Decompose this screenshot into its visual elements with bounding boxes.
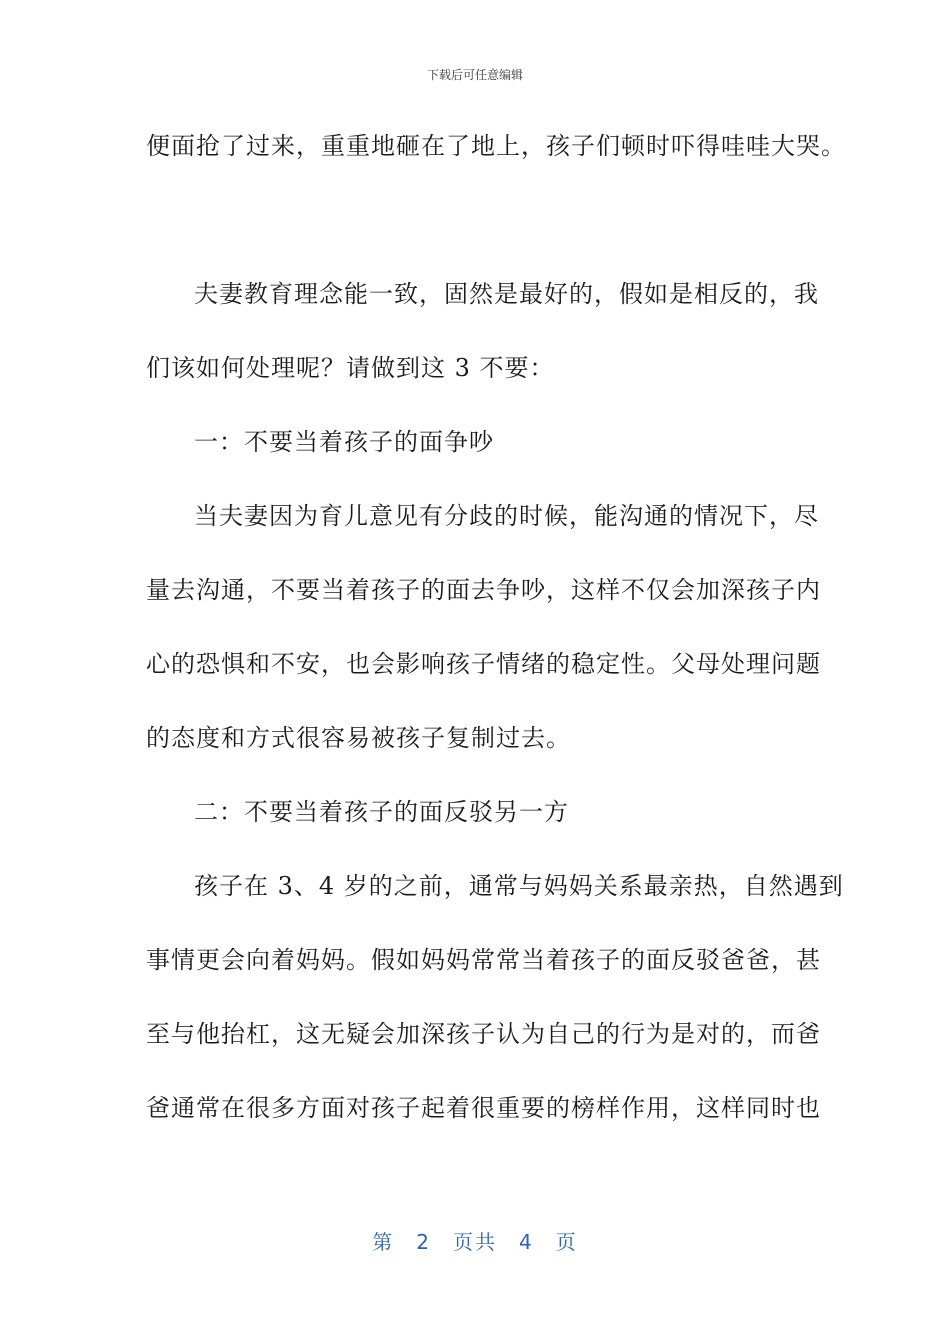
footer-suffix: 页 bbox=[555, 1230, 578, 1254]
section-heading: 一：不要当着孩子的面争吵 bbox=[194, 428, 494, 456]
text-line: 心的恐惧和不安，也会影响孩子情绪的稳定性。父母处理问题 bbox=[146, 650, 821, 678]
paragraph-gap bbox=[146, 198, 806, 272]
text-line: 至与他抬杠，这无疑会加深孩子认为自己的行为是对的，而爸 bbox=[146, 1020, 821, 1048]
text-line: 事情更会向着妈妈。假如妈妈常常当着孩子的面反驳爸爸，甚 bbox=[146, 946, 821, 974]
text-line: 便面抢了过来，重重地砸在了地上，孩子们顿时吓得哇哇大哭。 bbox=[146, 132, 846, 160]
text-line: 量去沟通，不要当着孩子的面去争吵，这样不仅会加深孩子内 bbox=[146, 576, 821, 604]
document-body bbox=[146, 124, 846, 1160]
section-heading: 二：不要当着孩子的面反驳另一方 bbox=[194, 798, 569, 826]
page-footer bbox=[0, 1226, 950, 1255]
page-header: 下载后可任意编辑 bbox=[426, 68, 523, 82]
text-line: 的态度和方式很容易被孩子复制过去。 bbox=[146, 724, 571, 752]
footer-prefix: 第 bbox=[372, 1230, 395, 1254]
footer-middle: 页共 bbox=[453, 1230, 497, 1254]
text-line: 夫妻教育理念能一致，固然是最好的，假如是相反的，我 bbox=[194, 280, 819, 308]
text-line: 当夫妻因为育儿意见有分歧的时候，能沟通的情况下，尽 bbox=[194, 502, 819, 530]
total-pages-number: 4 bbox=[519, 1230, 534, 1254]
text-line: 爸通常在很多方面对孩子起着很重要的榜样作用，这样同时也 bbox=[146, 1094, 821, 1122]
current-page-number: 2 bbox=[416, 1230, 431, 1254]
text-line: 孩子在 3、4 岁的之前，通常与妈妈关系最亲热，自然遇到 bbox=[194, 872, 844, 900]
text-line: 们该如何处理呢？请做到这 3 不要： bbox=[146, 354, 555, 382]
